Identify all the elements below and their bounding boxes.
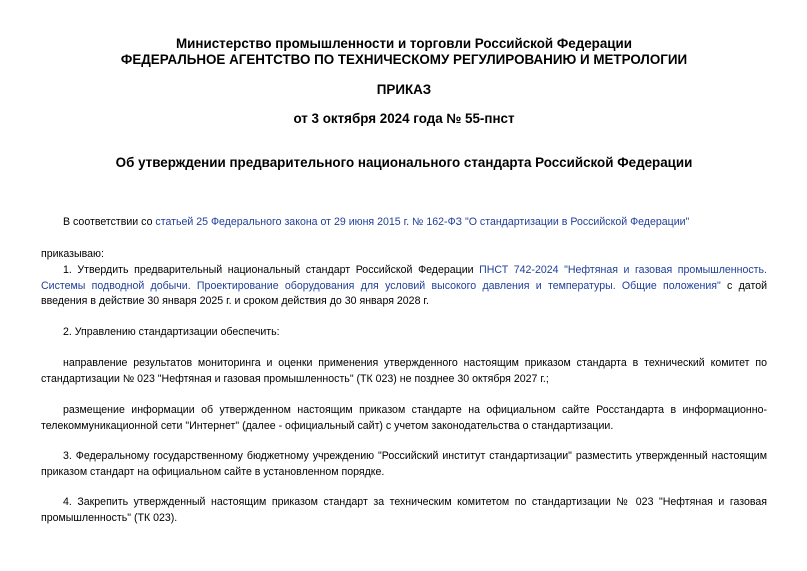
item-2b-paragraph: размещение информации об утвержденном настоящим приказом стандарте на официальном сайте Росстандарта в информационно-телекоммуникационной сети "Интернет" (далее - официальный сайт) с учетом законодательства о стандартизации.	[41, 404, 767, 432]
item-1-prefix: 1. Утвердить предварительный национальный стандарт Российской Федерации	[63, 264, 480, 276]
item-1-suffix: с датой введения в действие 30 января 2025 г. и сроком действия до 30 января 2028 г.	[41, 279, 767, 307]
federal-law-link[interactable]: статьей 25 Федерального закона от 29 июня 2015 г. № 162-ФЗ "О стандартизации в Российской Федерации"	[155, 216, 690, 228]
item-1-paragraph	[41, 263, 767, 310]
item-2a-paragraph: направление результатов мониторинга и оценки применения утвержденного настоящим приказом стандарта в технический комитет по стандартизации № 023 "Нефтяная и газовая промышленность" (ТК 023) не позднее 30 октября 2027 г.;	[41, 357, 767, 385]
order-date: от 3 октября 2024 года № 55-пнст	[293, 111, 515, 126]
order-title: Об утверждении предварительного национального стандарта Российской Федерации	[115, 155, 693, 170]
basis-paragraph	[41, 215, 767, 231]
ministry-name: Министерство промышленности и торговли Российской Федерации	[176, 36, 632, 51]
agency-name: ФЕДЕРАЛЬНОЕ АГЕНТСТВО ПО ТЕХНИЧЕСКОМУ РЕГУЛИРОВАНИЮ И МЕТРОЛОГИИ	[120, 52, 688, 67]
order-type-heading: ПРИКАЗ	[376, 82, 432, 97]
item-4-paragraph: 4. Закрепить утвержденный настоящим приказом стандарт за техническим комитетом по стандартизации № 023 "Нефтяная и газовая промышленность" (ТК 023).	[41, 496, 767, 524]
standard-link[interactable]: ПНСТ 742-2024 "Нефтяная и газовая промышленность. Системы подводной добычи. Проектирование оборудования для условий высокого давления и температуры. Общие положения"	[41, 264, 767, 292]
item-3-paragraph: 3. Федеральному государственному бюджетному учреждению "Российский институт стандартизации" разместить утвержденный настоящим приказом стандарт на официальном сайте в установленном порядке.	[41, 450, 767, 478]
decree-line: приказываю:	[41, 248, 104, 260]
basis-prefix: В соответствии со	[63, 216, 156, 228]
item-2-paragraph: 2. Управлению стандартизации обеспечить:	[63, 326, 280, 338]
